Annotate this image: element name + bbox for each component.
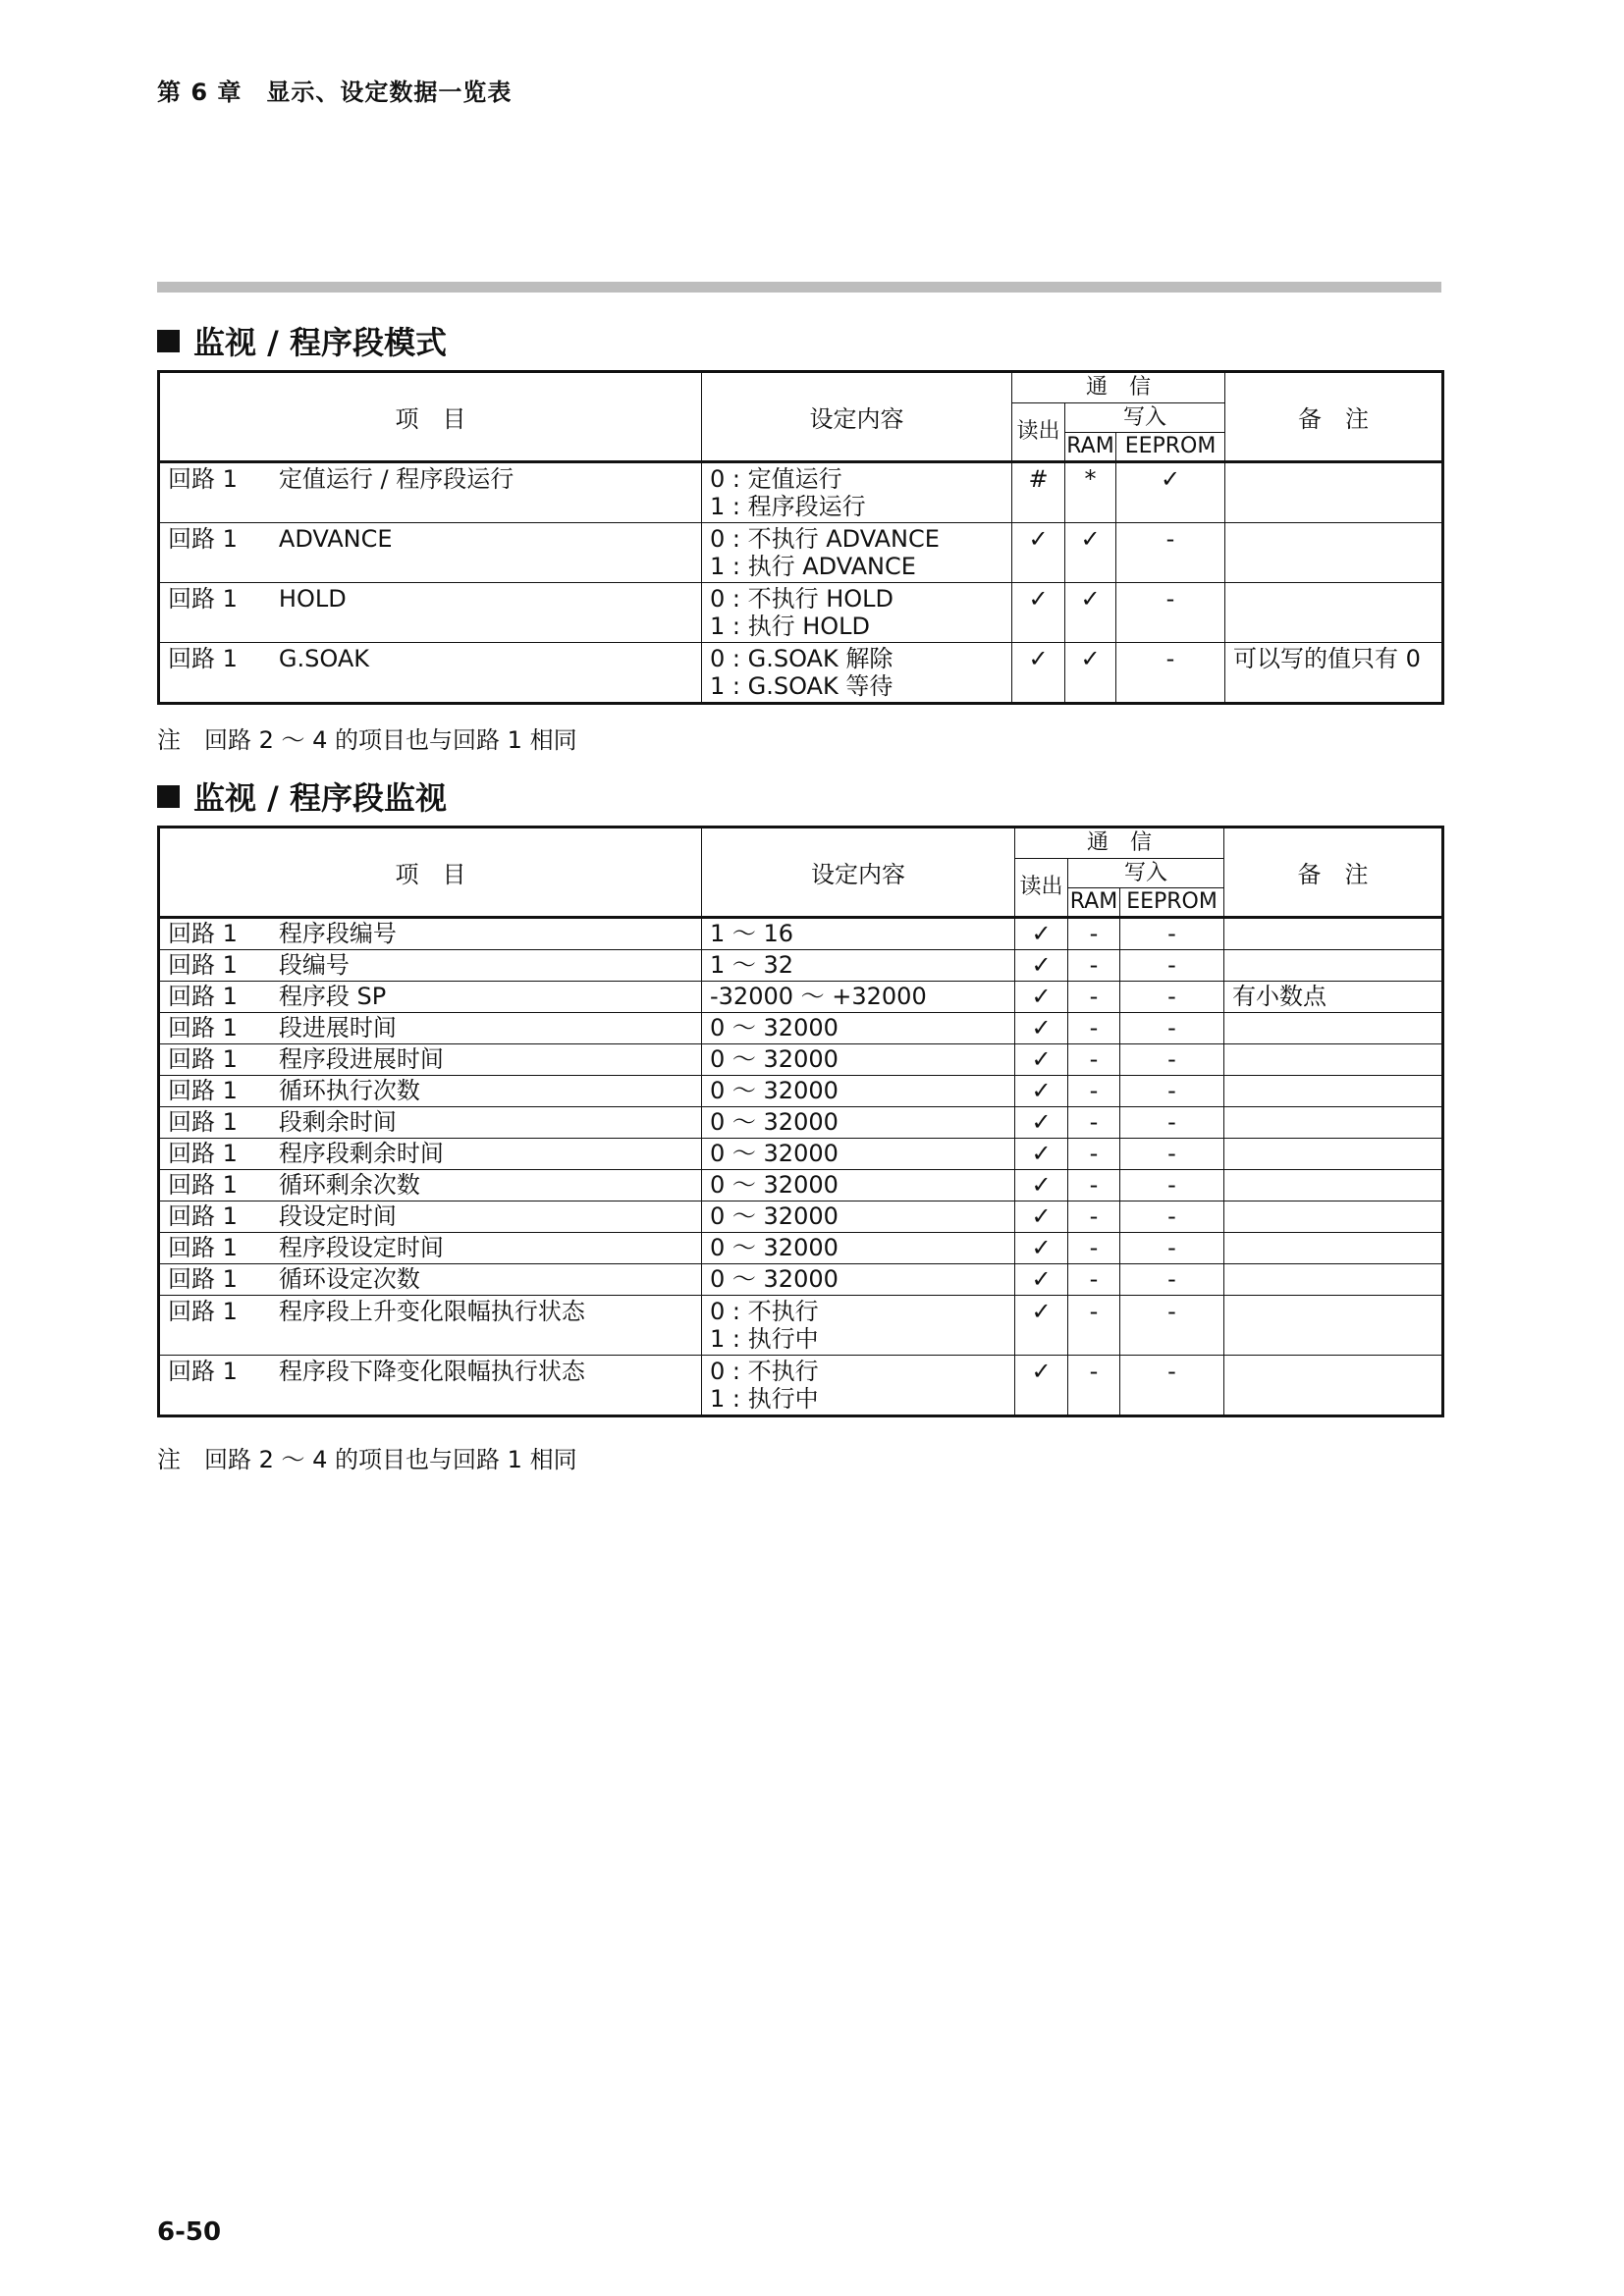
loop-label: 回路 1 (168, 465, 238, 493)
read-cell: ✓ (1015, 1296, 1068, 1356)
ram-cell: * (1065, 462, 1116, 523)
eeprom-cell: - (1116, 643, 1225, 704)
content-line-1: 0 : 不执行 (710, 1358, 819, 1385)
loop-label: 回路 1 (168, 951, 238, 979)
item-name: 段进展时间 (278, 1014, 397, 1041)
loop-label: 回路 1 (168, 1358, 238, 1385)
table-row (159, 1356, 1443, 1416)
item-name: 循环剩余次数 (278, 1171, 420, 1199)
remark-cell (1224, 1201, 1443, 1233)
item-cell (159, 918, 702, 950)
remark-cell (1225, 523, 1443, 583)
content-cell (702, 1170, 1015, 1201)
content-line-2: 1 : 执行中 (710, 1385, 819, 1413)
ram-cell: - (1068, 1076, 1120, 1107)
table-row (159, 1201, 1443, 1233)
content-line-1: 0 ～ 32000 (710, 1077, 839, 1104)
content-line-1: 0 ～ 32000 (710, 1045, 839, 1073)
content-line-1: -32000 ～ +32000 (710, 983, 927, 1010)
item-cell (159, 1139, 702, 1170)
item-cell (159, 1264, 702, 1296)
item-name: 程序段剩余时间 (278, 1140, 444, 1167)
item-name: 程序段下降变化限幅执行状态 (278, 1358, 585, 1385)
content-cell (702, 643, 1012, 704)
read-cell: ✓ (1015, 1233, 1068, 1264)
content-line-1: 0 ～ 32000 (710, 1108, 839, 1136)
remark-cell: 有小数点 (1224, 982, 1443, 1013)
content-line-1: 0 : 不执行 (710, 1298, 819, 1325)
loop-label: 回路 1 (168, 1265, 238, 1293)
item-name: G.SOAK (278, 645, 369, 672)
remark-cell (1224, 918, 1443, 950)
item-cell (159, 583, 702, 643)
header-item: 项 目 (159, 372, 702, 462)
mode-table (157, 370, 1444, 705)
content-line-1: 0 ～ 32000 (710, 1014, 839, 1041)
ram-cell: - (1068, 1264, 1120, 1296)
loop-label: 回路 1 (168, 585, 238, 613)
eeprom-cell: - (1120, 1076, 1224, 1107)
header-write: 写入 (1065, 403, 1225, 433)
content-line-1: 0 : G.SOAK 解除 (710, 645, 893, 672)
remark-cell (1224, 1107, 1443, 1139)
section1-note: 注 回路 2 ～ 4 的项目也与回路 1 相同 (157, 726, 577, 754)
content-cell (702, 1296, 1015, 1356)
ram-cell: ✓ (1065, 523, 1116, 583)
content-line-1: 0 : 不执行 HOLD (710, 585, 894, 613)
content-cell (702, 462, 1012, 523)
item-cell (159, 462, 702, 523)
table-row (159, 523, 1443, 583)
read-cell: ✓ (1015, 1013, 1068, 1044)
header-content: 设定内容 (702, 828, 1015, 918)
section1-title-block (157, 318, 447, 363)
item-cell (159, 643, 702, 704)
header-read: 读出 (1015, 859, 1068, 918)
header-remarks: 备 注 (1224, 828, 1443, 918)
content-cell (702, 1356, 1015, 1416)
header-comm: 通 信 (1012, 372, 1225, 403)
header-item: 项 目 (159, 828, 702, 918)
item-name: ADVANCE (278, 525, 393, 553)
ram-cell: - (1068, 1233, 1120, 1264)
item-cell (159, 1296, 702, 1356)
item-name: 程序段设定时间 (278, 1234, 444, 1261)
remark-cell (1224, 1264, 1443, 1296)
item-cell (159, 1076, 702, 1107)
item-name: 定值运行 / 程序段运行 (278, 465, 514, 493)
content-cell (702, 982, 1015, 1013)
ram-cell: - (1068, 1107, 1120, 1139)
monitor-table (157, 826, 1444, 1417)
section2-title-block (157, 774, 447, 819)
square-bullet-icon (157, 785, 180, 808)
read-cell: ✓ (1015, 950, 1068, 982)
section2-note: 注 回路 2 ～ 4 的项目也与回路 1 相同 (157, 1446, 577, 1473)
item-cell (159, 950, 702, 982)
content-line-1: 0 : 定值运行 (710, 465, 842, 493)
header-eeprom: EEPROM (1116, 433, 1225, 462)
content-cell (702, 1076, 1015, 1107)
content-line-1: 1 ～ 16 (710, 920, 794, 947)
content-line-1: 0 : 不执行 ADVANCE (710, 525, 940, 553)
header-comm: 通 信 (1015, 828, 1224, 859)
item-cell (159, 1356, 702, 1416)
eeprom-cell: - (1120, 1201, 1224, 1233)
remark-cell (1225, 583, 1443, 643)
ram-cell: - (1068, 1139, 1120, 1170)
remark-cell (1224, 1076, 1443, 1107)
table-row (159, 1264, 1443, 1296)
item-cell (159, 1013, 702, 1044)
read-cell: ✓ (1015, 1076, 1068, 1107)
eeprom-cell: - (1120, 1139, 1224, 1170)
page-number: 6-50 (157, 2217, 222, 2247)
table-row (159, 643, 1443, 704)
content-line-1: 1 ～ 32 (710, 951, 794, 979)
square-bullet-icon (157, 330, 180, 352)
remark-cell: 可以写的值只有 0 (1225, 643, 1443, 704)
remark-cell (1224, 1233, 1443, 1264)
item-name: 程序段上升变化限幅执行状态 (278, 1298, 585, 1325)
read-cell: ✓ (1012, 583, 1065, 643)
read-cell: ✓ (1012, 523, 1065, 583)
header-remarks: 备 注 (1225, 372, 1443, 462)
item-name: 段编号 (278, 951, 350, 979)
item-name: 程序段进展时间 (278, 1045, 444, 1073)
item-cell (159, 1107, 702, 1139)
content-cell (702, 1201, 1015, 1233)
loop-label: 回路 1 (168, 920, 238, 947)
item-cell (159, 523, 702, 583)
remark-cell (1224, 1044, 1443, 1076)
eeprom-cell: - (1120, 1264, 1224, 1296)
eeprom-cell: - (1116, 523, 1225, 583)
table-row (159, 1296, 1443, 1356)
table-row (159, 950, 1443, 982)
content-cell (702, 583, 1012, 643)
table-row (159, 1044, 1443, 1076)
chapter-header: 第 6 章 显示、设定数据一览表 (157, 79, 513, 106)
ram-cell: - (1068, 982, 1120, 1013)
remark-cell (1224, 1356, 1443, 1416)
remark-cell (1225, 462, 1443, 523)
header-write: 写入 (1068, 859, 1224, 888)
content-cell (702, 1264, 1015, 1296)
loop-label: 回路 1 (168, 1014, 238, 1041)
table-row (159, 583, 1443, 643)
eeprom-cell: - (1120, 1107, 1224, 1139)
content-cell (702, 523, 1012, 583)
content-line-1: 0 ～ 32000 (710, 1171, 839, 1199)
table-row (159, 1170, 1443, 1201)
content-line-2: 1 : G.SOAK 等待 (710, 672, 893, 700)
read-cell: ✓ (1015, 1264, 1068, 1296)
loop-label: 回路 1 (168, 1108, 238, 1136)
read-cell: ✓ (1015, 1170, 1068, 1201)
item-cell (159, 1201, 702, 1233)
item-name: 循环执行次数 (278, 1077, 420, 1104)
ram-cell: - (1068, 1013, 1120, 1044)
loop-label: 回路 1 (168, 983, 238, 1010)
eeprom-cell: - (1120, 982, 1224, 1013)
loop-label: 回路 1 (168, 1202, 238, 1230)
content-cell (702, 1044, 1015, 1076)
section1-title: 监视 / 程序段模式 (193, 324, 447, 361)
remark-cell (1224, 1139, 1443, 1170)
table-row (159, 1107, 1443, 1139)
item-cell (159, 1170, 702, 1201)
remark-cell (1224, 950, 1443, 982)
table-row (159, 1013, 1443, 1044)
loop-label: 回路 1 (168, 1298, 238, 1325)
table-row (159, 982, 1443, 1013)
item-name: 程序段编号 (278, 920, 397, 947)
header-ram: RAM (1065, 433, 1116, 462)
table-row (159, 1233, 1443, 1264)
remark-cell (1224, 1013, 1443, 1044)
content-cell (702, 950, 1015, 982)
eeprom-cell: - (1120, 1296, 1224, 1356)
item-name: 段剩余时间 (278, 1108, 397, 1136)
section-divider (157, 282, 1441, 293)
content-cell (702, 1107, 1015, 1139)
eeprom-cell: - (1120, 1170, 1224, 1201)
loop-label: 回路 1 (168, 1045, 238, 1073)
item-name: 程序段 SP (278, 983, 387, 1010)
ram-cell: - (1068, 1201, 1120, 1233)
read-cell: ✓ (1015, 1201, 1068, 1233)
item-cell (159, 1044, 702, 1076)
item-name: 循环设定次数 (278, 1265, 420, 1293)
eeprom-cell: - (1120, 1356, 1224, 1416)
loop-label: 回路 1 (168, 1077, 238, 1104)
table-row (159, 1139, 1443, 1170)
read-cell: ✓ (1015, 982, 1068, 1013)
eeprom-cell: - (1116, 583, 1225, 643)
item-name: 段设定时间 (278, 1202, 397, 1230)
ram-cell: - (1068, 918, 1120, 950)
ram-cell: - (1068, 1296, 1120, 1356)
content-line-1: 0 ～ 32000 (710, 1234, 839, 1261)
read-cell: # (1012, 462, 1065, 523)
read-cell: ✓ (1015, 1139, 1068, 1170)
read-cell: ✓ (1015, 1107, 1068, 1139)
ram-cell: - (1068, 1044, 1120, 1076)
remark-cell (1224, 1170, 1443, 1201)
header-ram: RAM (1068, 888, 1120, 918)
loop-label: 回路 1 (168, 645, 238, 672)
read-cell: ✓ (1015, 1044, 1068, 1076)
read-cell: ✓ (1012, 643, 1065, 704)
eeprom-cell: - (1120, 1233, 1224, 1264)
content-line-2: 1 : 执行 HOLD (710, 613, 871, 640)
eeprom-cell: - (1120, 950, 1224, 982)
content-line-1: 0 ～ 32000 (710, 1265, 839, 1293)
content-cell (702, 918, 1015, 950)
read-cell: ✓ (1015, 1356, 1068, 1416)
ram-cell: - (1068, 1356, 1120, 1416)
ram-cell: - (1068, 1170, 1120, 1201)
remark-cell (1224, 1296, 1443, 1356)
content-line-1: 0 ～ 32000 (710, 1202, 839, 1230)
header-eeprom: EEPROM (1120, 888, 1224, 918)
item-cell (159, 1233, 702, 1264)
loop-label: 回路 1 (168, 525, 238, 553)
content-cell (702, 1233, 1015, 1264)
item-cell (159, 982, 702, 1013)
table-row (159, 918, 1443, 950)
ram-cell: ✓ (1065, 643, 1116, 704)
eeprom-cell: ✓ (1116, 462, 1225, 523)
eeprom-cell: - (1120, 1044, 1224, 1076)
content-line-2: 1 : 执行中 (710, 1325, 819, 1353)
content-line-2: 1 : 执行 ADVANCE (710, 553, 916, 580)
table-row (159, 1076, 1443, 1107)
section2-title: 监视 / 程序段监视 (193, 779, 447, 817)
read-cell: ✓ (1015, 918, 1068, 950)
loop-label: 回路 1 (168, 1234, 238, 1261)
content-line-1: 0 ～ 32000 (710, 1140, 839, 1167)
loop-label: 回路 1 (168, 1171, 238, 1199)
ram-cell: ✓ (1065, 583, 1116, 643)
eeprom-cell: - (1120, 918, 1224, 950)
eeprom-cell: - (1120, 1013, 1224, 1044)
content-cell (702, 1139, 1015, 1170)
header-content: 设定内容 (702, 372, 1012, 462)
content-cell (702, 1013, 1015, 1044)
table-row (159, 462, 1443, 523)
content-line-2: 1 : 程序段运行 (710, 493, 866, 520)
item-name: HOLD (278, 585, 347, 613)
header-read: 读出 (1012, 403, 1065, 462)
loop-label: 回路 1 (168, 1140, 238, 1167)
ram-cell: - (1068, 950, 1120, 982)
